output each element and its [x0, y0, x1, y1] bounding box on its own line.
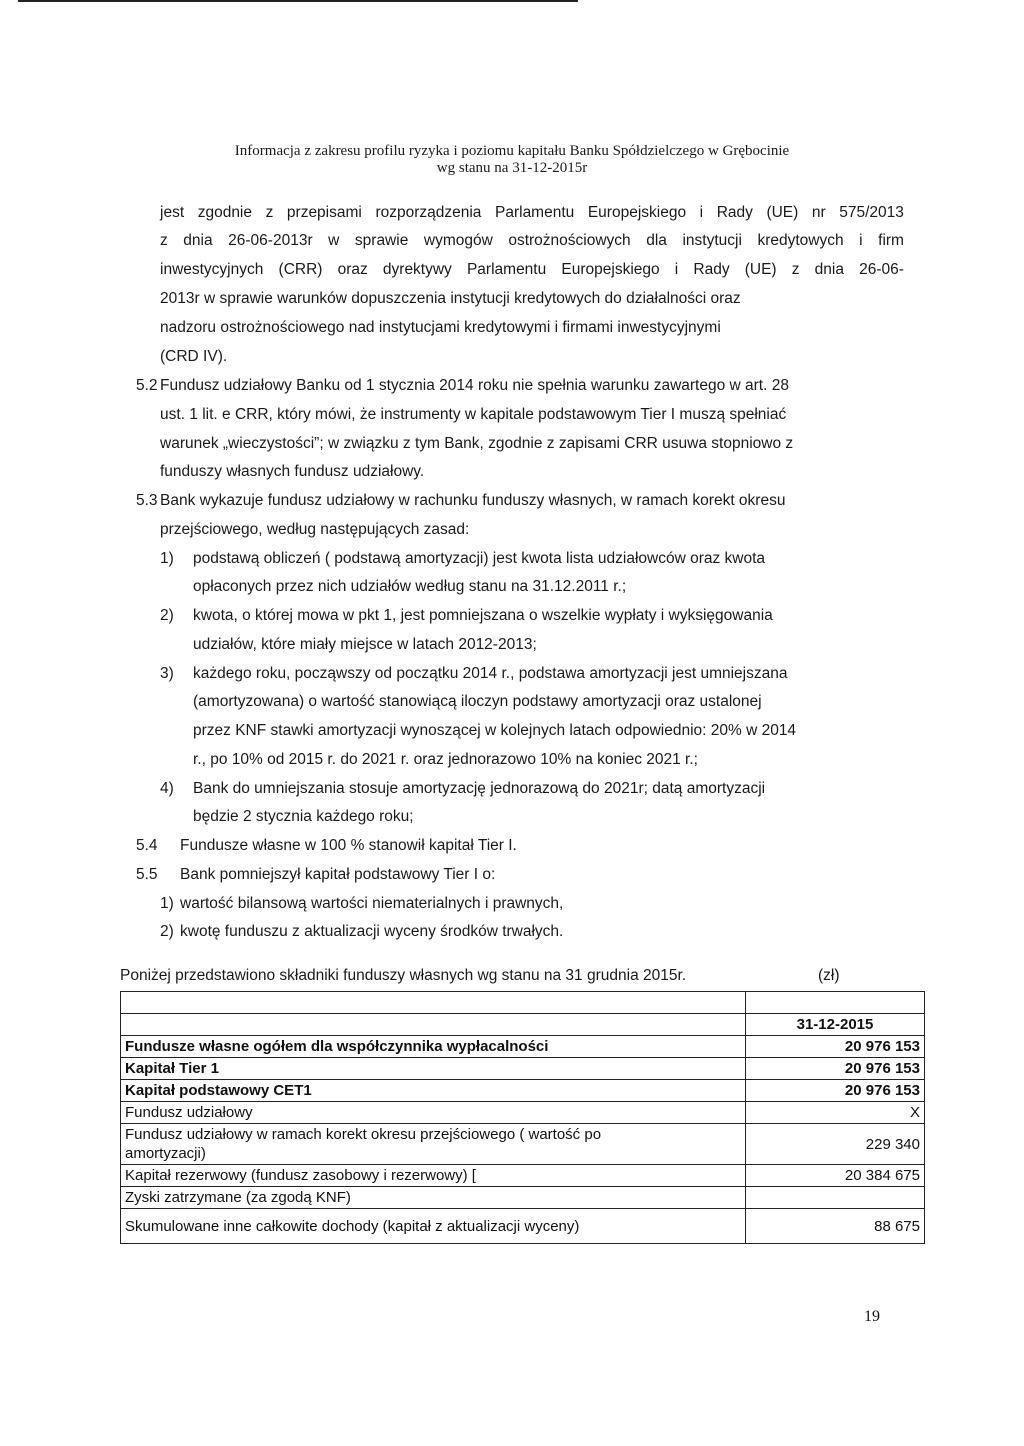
- row-label: Fundusz udziałowy: [121, 1102, 746, 1124]
- header-date-cell: 31-12-2015: [746, 1014, 925, 1036]
- spacer-cell-value: [746, 992, 925, 1014]
- table-row: [121, 1058, 925, 1080]
- s52-line-3: warunek „wieczystości”; w związku z tym Bank, zgodnie z zapisami CRR usuwa stopniowo z: [160, 435, 794, 452]
- intro-line-6: (CRD IV).: [160, 348, 228, 365]
- s55-item-1-number: 1): [160, 895, 174, 912]
- row-label: Kapitał podstawowy CET1: [121, 1080, 746, 1102]
- s53-item-4-line-2: będzie 2 stycznia każdego roku;: [193, 808, 414, 825]
- s52-line-1: Fundusz udziałowy Banku od 1 stycznia 2014 roku nie spełnia warunku zawartego w art. 28: [160, 377, 789, 394]
- row-label: Fundusze własne ogółem dla współczynnika wypłacalności: [121, 1036, 746, 1058]
- table-unit-label: (zł): [818, 967, 840, 984]
- page-number: 19: [864, 1308, 880, 1325]
- row-value: 20 976 153: [746, 1080, 925, 1102]
- table-row: [121, 1165, 925, 1187]
- row-label-line-1: Fundusz udziałowy w ramach korekt okresu przejściowego ( wartość po: [125, 1126, 602, 1143]
- section-number-5-4: 5.4: [136, 837, 158, 854]
- intro-line-2: z dnia 26-06-2013r w sprawie wymogów ostrożnościowych dla instytucji kredytowych i firm: [160, 232, 904, 249]
- section-number-5-5: 5.5: [136, 866, 158, 883]
- s53-item-2-number: 2): [160, 607, 174, 624]
- s52-line-4: funduszy własnych fundusz udziałowy.: [160, 463, 425, 480]
- document-header-title: Informacja z zakresu profilu ryzyka i poziomu kapitału Banku Spółdzielczego w Grębocinie: [234, 143, 790, 159]
- intro-line-4: 2013r w sprawie warunków dopuszczenia instytucji kredytowych do działalności oraz: [160, 290, 741, 307]
- s55-item-2-number: 2): [160, 923, 174, 940]
- top-rule: [18, 0, 578, 2]
- row-label: Kapitał Tier 1: [121, 1058, 746, 1080]
- s53-item-3-number: 3): [160, 665, 174, 682]
- section-number-5-2: 5.2: [136, 377, 158, 394]
- s53-item-4-number: 4): [160, 780, 174, 797]
- s53-line-1: Bank wykazuje fundusz udziałowy w rachunku funduszy własnych, w ramach korekt okresu: [160, 492, 786, 509]
- s55-item-1-text: wartość bilansową wartości niematerialnych i prawnych,: [180, 895, 564, 912]
- s55-text: Bank pomniejszył kapitał podstawowy Tier I o:: [180, 866, 496, 883]
- intro-line-1: jest zgodnie z przepisami rozporządzenia Parlamentu Europejskiego i Rady (UE) nr 575/2013: [160, 204, 904, 221]
- row-label-multiline: [121, 1124, 746, 1165]
- row-value: 229 340: [746, 1124, 925, 1165]
- s53-item-3-line-1: każdego roku, począwszy od początku 2014 r., podstawa amortyzacji jest umniejszana: [193, 665, 788, 682]
- intro-line-5: nadzoru ostrożnościowego nad instytucjami kredytowymi i firmami inwestycyjnymi: [160, 319, 721, 336]
- document-header-date: wg stanu na 31-12-2015r: [436, 160, 588, 176]
- s52-line-2: ust. 1 lit. e CRR, który mówi, że instrumenty w kapitale podstawowym Tier I muszą spełniać: [160, 406, 787, 423]
- s54-text: Fundusze własne w 100 % stanowił kapitał Tier I.: [180, 837, 517, 854]
- table-row: [121, 1080, 925, 1102]
- intro-line-3: inwestycyjnych (CRR) oraz dyrektywy Parlamentu Europejskiego i Rady (UE) z dnia 26-06-: [160, 261, 904, 278]
- s55-item-2-text: kwotę funduszu z aktualizacji wyceny środków trwałych.: [180, 923, 564, 940]
- row-value: 88 675: [746, 1209, 925, 1244]
- s53-item-1-line-1: podstawą obliczeń ( podstawą amortyzacji) jest kwota lista udziałowców oraz kwota: [193, 550, 766, 567]
- row-value: X: [746, 1102, 925, 1124]
- s53-item-3-line-2: (amortyzowana) o wartość stanowiącą iloczyn podstawy amortyzacji oraz ustalonej: [193, 693, 762, 710]
- s53-item-4-line-1: Bank do umniejszania stosuje amortyzację jednorazową do 2021r; datą amortyzacji: [193, 780, 766, 797]
- s53-item-2-line-2: udziałów, które miały miejsce w latach 2012-2013;: [193, 636, 537, 653]
- spacer-cell-label: [121, 992, 746, 1014]
- table-spacer-row: [121, 992, 925, 1014]
- s53-line-2: przejściowego, według następujących zasad:: [160, 521, 470, 538]
- section-number-5-3: 5.3: [136, 492, 158, 509]
- row-value: 20 976 153: [746, 1058, 925, 1080]
- table-header-row: [121, 1014, 925, 1036]
- row-value: 20 976 153: [746, 1036, 925, 1058]
- s53-item-1-line-2: opłaconych przez nich udziałów według stanu na 31.12.2011 r.;: [193, 578, 627, 595]
- row-value: 20 384 675: [746, 1165, 925, 1187]
- s53-item-1-number: 1): [160, 550, 174, 567]
- s53-item-3-line-3: przez KNF stawki amortyzacji wynoszącej w kolejnych latach odpowiednio: 20% w 2014: [193, 722, 797, 739]
- row-label: Zyski zatrzymane (za zgodą KNF): [121, 1187, 746, 1209]
- table-row: [121, 1209, 925, 1244]
- row-value: [746, 1187, 925, 1209]
- table-intro-text: Poniżej przedstawiono składniki funduszy własnych wg stanu na 31 grudnia 2015r.: [120, 967, 687, 984]
- table-row: [121, 1102, 925, 1124]
- table-row: [121, 1036, 925, 1058]
- header-cell-label: [121, 1014, 746, 1036]
- row-label: Kapitał rezerwowy (fundusz zasobowy i rezerwowy) [: [121, 1165, 746, 1187]
- s53-item-2-line-1: kwota, o której mowa w pkt 1, jest pomniejszana o wszelkie wypłaty i wyksięgowania: [193, 607, 773, 624]
- row-label-line-2: amortyzacji): [125, 1145, 206, 1162]
- row-label: Skumulowane inne całkowite dochody (kapitał z aktualizacji wyceny): [121, 1209, 746, 1244]
- table-row: [121, 1187, 925, 1209]
- own-funds-table: [120, 991, 925, 1244]
- s53-item-3-line-4: r., po 10% od 2015 r. do 2021 r. oraz jednorazowo 10% na koniec 2021 r.;: [193, 751, 698, 768]
- table-row: [121, 1124, 925, 1165]
